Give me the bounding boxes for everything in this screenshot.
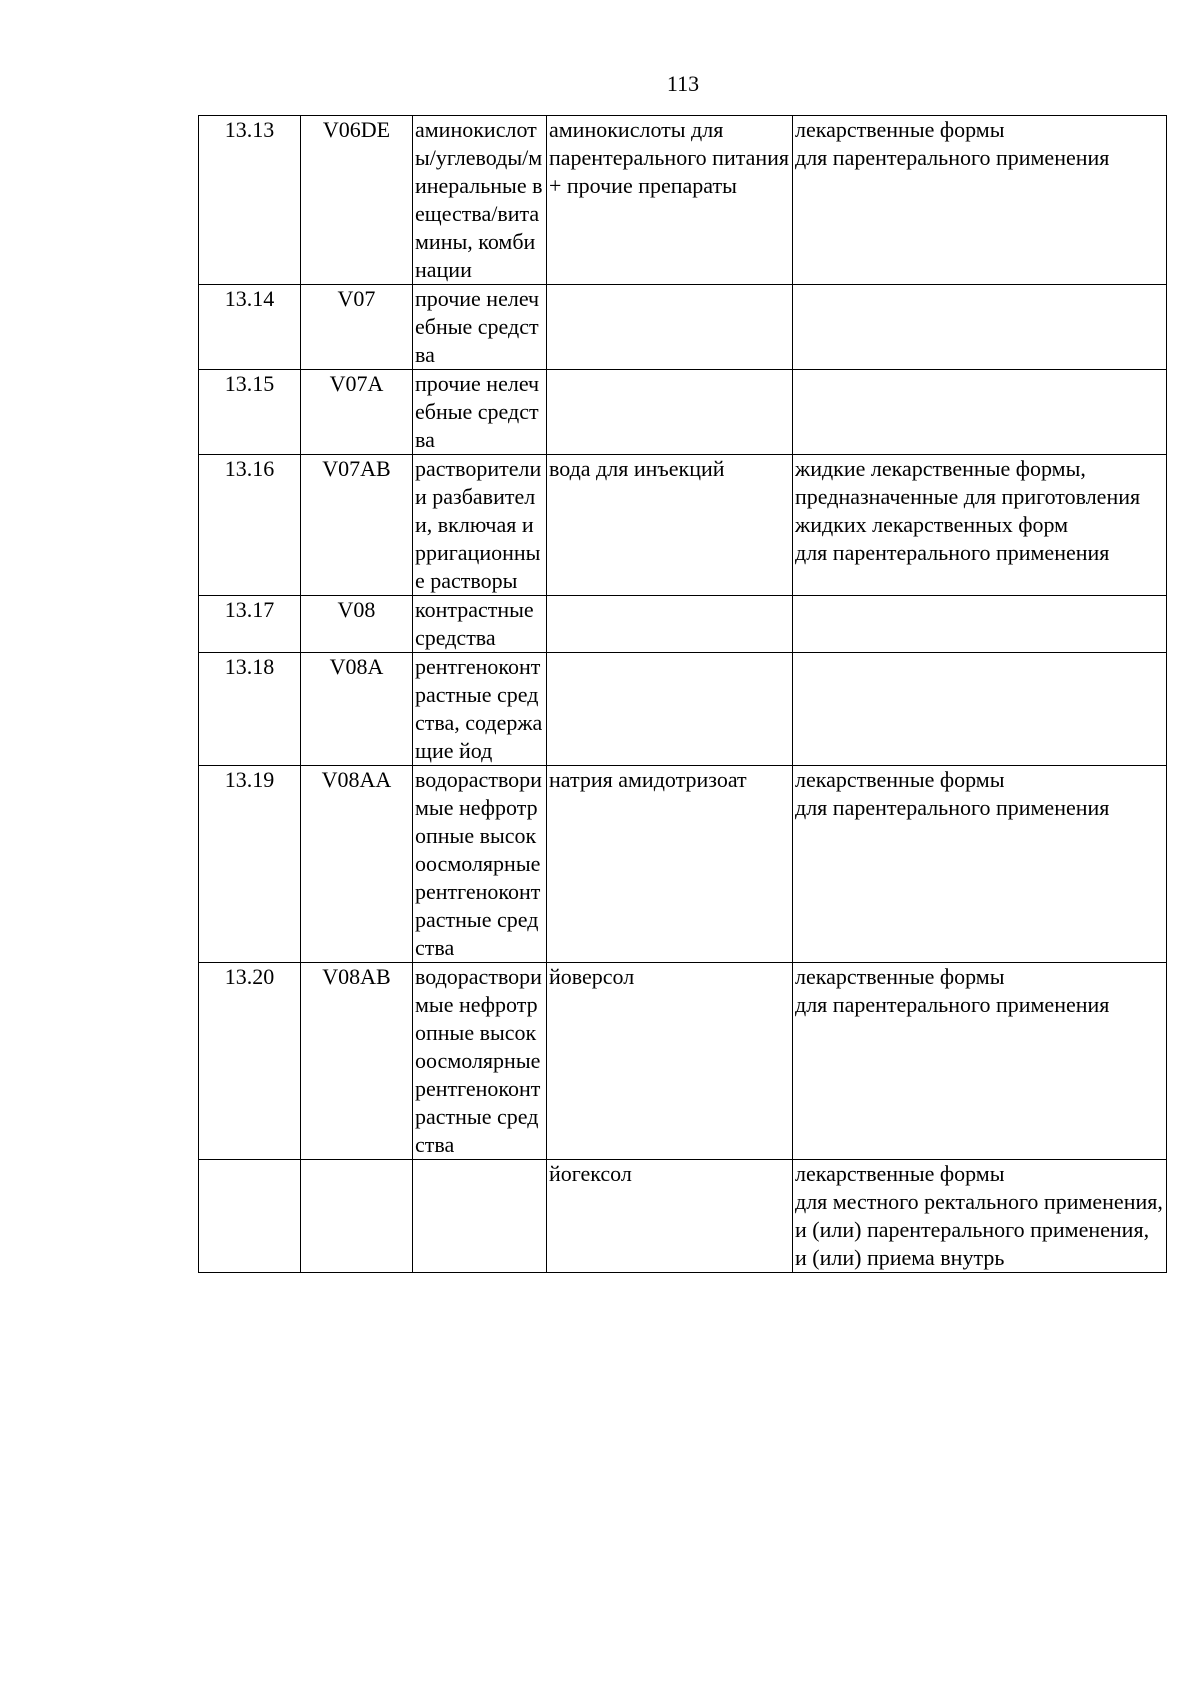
anatomical-group-cell: водорастворимые нефротропные высокоосмолярные рентгеноконтрастные средства [413, 963, 547, 1160]
dosage-form-cell [793, 455, 1167, 596]
anatomical-group-cell: аминокислоты/углеводы/минеральные вещества/витамины, комбинации [413, 116, 547, 285]
row-number-cell: 13.17 [199, 596, 301, 653]
dosage-form-cell [793, 285, 1167, 370]
dosage-form-cell [793, 766, 1167, 963]
anatomical-group-cell: прочие нелечебные средства [413, 285, 547, 370]
dosage-form-cell [793, 370, 1167, 455]
anatomical-group-cell: водорастворимые нефротропные высокоосмолярные рентгеноконтрастные средства [413, 766, 547, 963]
drug-name-cell: натрия амидотризоат [547, 766, 793, 963]
drug-name-cell [547, 370, 793, 455]
medication-table [198, 115, 1167, 1273]
row-number-cell: 13.20 [199, 963, 301, 1160]
dosage-form-line: лекарственные формы [795, 767, 1005, 792]
drug-name-cell: вода для инъекций [547, 455, 793, 596]
drug-name-cell [547, 285, 793, 370]
row-number-cell: 13.13 [199, 116, 301, 285]
anatomical-group-cell: прочие нелечебные средства [413, 370, 547, 455]
row-number-cell: 13.14 [199, 285, 301, 370]
table-row [199, 455, 1167, 596]
dosage-form-line: для парентерального применения [795, 795, 1110, 820]
table-row [199, 766, 1167, 963]
dosage-form-line: для парентерального применения [795, 145, 1110, 170]
table-row [199, 1160, 1167, 1273]
anatomical-group-cell: рентгеноконтрастные средства, содержащие йод [413, 653, 547, 766]
drug-name-cell [547, 653, 793, 766]
dosage-form-cell [793, 1160, 1167, 1273]
atc-code-cell: V07 [301, 285, 413, 370]
anatomical-group-cell [413, 1160, 547, 1273]
row-number-cell: 13.15 [199, 370, 301, 455]
table-body [199, 116, 1167, 1273]
dosage-form-cell [793, 653, 1167, 766]
dosage-form-line: жидкие лекарственные формы, предназначенные для приготовления жидких лекарственных форм [795, 456, 1141, 537]
anatomical-group-cell: растворители и разбавители, включая ирригационные растворы [413, 455, 547, 596]
table-row [199, 370, 1167, 455]
drug-name-cell: йоверсол [547, 963, 793, 1160]
table-row [199, 116, 1167, 285]
atc-code-cell: V07AB [301, 455, 413, 596]
dosage-form-line: для местного ректального применения, и (или) парентерального применения, и (или) приема внутрь [795, 1189, 1163, 1270]
atc-code-cell: V07A [301, 370, 413, 455]
anatomical-group-cell: контрастные средства [413, 596, 547, 653]
atc-code-cell: V08AA [301, 766, 413, 963]
drug-name-cell [547, 596, 793, 653]
row-number-cell: 13.16 [199, 455, 301, 596]
dosage-form-line: лекарственные формы [795, 1161, 1005, 1186]
table-row [199, 596, 1167, 653]
row-number-cell: 13.18 [199, 653, 301, 766]
dosage-form-cell [793, 596, 1167, 653]
row-number-cell: 13.19 [199, 766, 301, 963]
atc-code-cell: V08A [301, 653, 413, 766]
dosage-form-line: для парентерального применения [795, 540, 1110, 565]
atc-code-cell: V08 [301, 596, 413, 653]
table-row [199, 653, 1167, 766]
atc-code-cell [301, 1160, 413, 1273]
row-number-cell [199, 1160, 301, 1273]
drug-name-cell: аминокислоты для парентерального питания + прочие препараты [547, 116, 793, 285]
table-row [199, 963, 1167, 1160]
dosage-form-cell [793, 116, 1167, 285]
atc-code-cell: V06DE [301, 116, 413, 285]
dosage-form-line: лекарственные формы [795, 117, 1005, 142]
dosage-form-line: для парентерального применения [795, 992, 1110, 1017]
dosage-form-line: лекарственные формы [795, 964, 1005, 989]
atc-code-cell: V08AB [301, 963, 413, 1160]
dosage-form-cell [793, 963, 1167, 1160]
page-number: 113 [666, 71, 700, 96]
table-row [199, 285, 1167, 370]
drug-name-cell: йогексол [547, 1160, 793, 1273]
